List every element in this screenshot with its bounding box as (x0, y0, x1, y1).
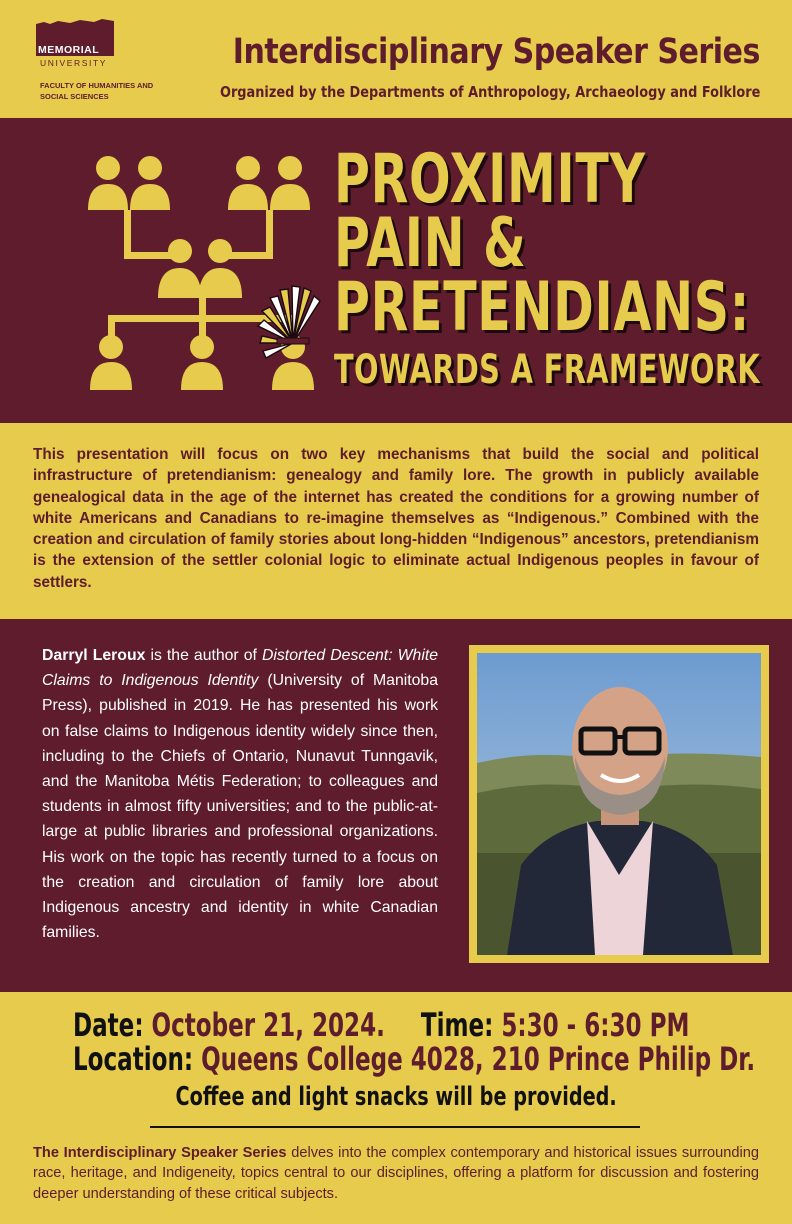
university-logo[interactable] (36, 18, 166, 108)
speaker-name: Darryl Leroux (42, 647, 146, 664)
title-line-1: PROXIMITY (334, 140, 646, 219)
date-time-line (73, 1006, 689, 1044)
header (0, 0, 792, 118)
speaker-photo-frame (469, 645, 769, 963)
logo-faculty: FACULTY OF HUMANITIES AND SOCIAL SCIENCES (40, 81, 154, 101)
time-label: Time: (420, 1006, 494, 1044)
book-title: Distorted Descent: White Claims to Indigenous Identity (42, 647, 439, 690)
bio-text (42, 643, 438, 945)
abstract-section (0, 423, 792, 619)
bio-intro: is the author of (145, 647, 262, 664)
event-title (334, 140, 761, 394)
speaker-photo (477, 653, 761, 955)
date-label: Date: (73, 1006, 144, 1044)
hero-banner (0, 118, 792, 423)
series-description-lead: The Interdisciplinary Speaker Series (33, 1145, 287, 1161)
location-line (73, 1040, 755, 1078)
abstract-text: This presentation will focus on two key mechanisms that build the social and political infrastructure of pretendianism: genealogy and family lore. The growth in publicly available genealogical data in the age of the internet has created the conditions for a growing number of white Americans and Canadians to re-imagine themselves as “Indigenous.” Combined with the creation and circulation of family stories about long-hidden “Indigenous” ancestors, pretendianism is the extension of the settler colonial logic to eliminate actual Indigenous peoples in favour of settlers. (33, 446, 759, 591)
family-tree-icon (80, 148, 330, 398)
refreshments-note (0, 1082, 792, 1112)
bio-section (0, 619, 792, 992)
time-value: 5:30 - 6:30 PM (501, 1006, 690, 1044)
refreshments-text: Coffee and light snacks will be provided. (175, 1082, 617, 1112)
logo-name: MEMORIAL (38, 44, 100, 56)
divider (150, 1126, 640, 1128)
bio-rest: (University of Manitoba Press), published in 2019. He has presented his work on false claims to Indigenous identity widely since then, including to the Chiefs of Ontario, Nunavut Tunngavik, and the Manitoba Métis Federation; to colleagues and students in almost fifty universities; and to the public-at-large at public libraries and professional organizations. His work on the topic has recently turned to a focus on the creation and circulation of family lore about Indigenous ancestry and identity in white Canadian families. (42, 672, 438, 942)
location-label: Location: (73, 1040, 194, 1078)
title-subtitle: TOWARDS A FRAMEWORK (334, 347, 761, 393)
title-line-2: PAIN & (334, 204, 527, 283)
logo-university: UNIVERSITY (40, 58, 108, 68)
title-line-3: PRETENDIANS: (334, 268, 751, 347)
date-value: October 21, 2024. (151, 1006, 385, 1044)
series-title: Interdisciplinary Speaker Series (232, 32, 760, 72)
series-description (33, 1143, 759, 1204)
event-details (0, 992, 792, 1224)
series-subtitle: Organized by the Departments of Anthropology, Archaeology and Folklore (219, 83, 760, 101)
series-description-text: delves into the complex contemporary and historical issues surrounding race, heritage, and Indigeneity, topics central to our disciplines, offering a platform for discussion and fostering deeper understanding of these critical subjects. (33, 1145, 759, 1202)
location-value: Queens College 4028, 210 Prince Philip Dr. (201, 1040, 756, 1078)
